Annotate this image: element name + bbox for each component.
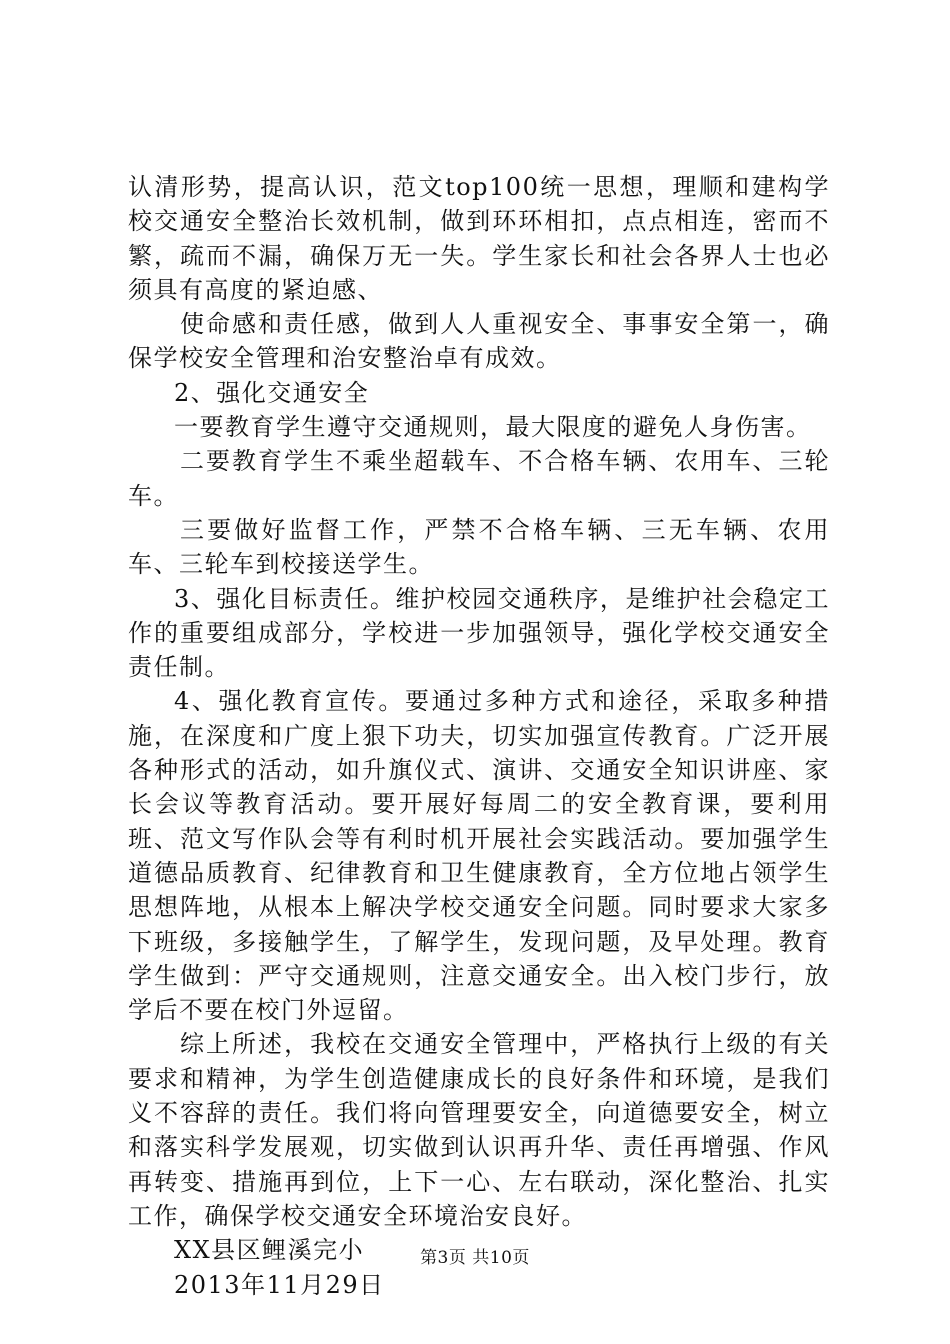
paragraph-summary: 综上所述，我校在交通安全管理中，严格执行上级的有关要求和精神，为学生创造健康成长的良好条件和环境，是我们义不容辞的责任。我们将向管理要安全，向道德要安全，树立和落实科学发展观，切实做到认识再升华、责任再增强、作风再转变、措施再到位，上下一心、左右联动，深化整治、扎实工作，确保学校交通安全环境治安良好。 (128, 1030, 830, 1230)
heading-traffic-safety: 2、强化交通安全 (174, 378, 370, 407)
paragraph-education-publicity: 4、强化教育宣传。要通过多种方式和途径，采取多种措施，在深度和广度上狠下功夫，切实加强宣传教育。广泛开展各种形式的活动，如升旗仪式、演讲、交通安全知识讲座、家长会议等教育活动。要开展好每周二的安全教育课，要利用班、范文写作队会等有利时机开展社会实践活动。要加强学生道德品质教育、纪律教育和卫生健康教育，全方位地占领学生思想阵地，从根本上解决学校交通安全问题。同时要求大家多下班级，多接触学生，了解学生，发现问题，及早处理。教育学生做到：严守交通规则，注意交通安全。出入校门步行，放学后不要在校门外逗留。 (128, 687, 830, 1025)
paragraph-target-responsibility: 3、强化目标责任。维护校园交通秩序，是维护社会稳定工作的重要组成部分，学校进一步加强领导，强化学校交通安全责任制。 (128, 584, 830, 682)
paragraph-responsibility: 使命感和责任感，做到人人重视安全、事事安全第一，确保学校安全管理和治安整治卓有成效。 (128, 310, 830, 373)
paragraph-rule-one: 一要教育学生遵守交通规则，最大限度的避免人身伤害。 (174, 413, 812, 442)
signature-date: 2013年11月29日 (174, 1270, 385, 1299)
signature-school: XX县区鲤溪完小 (174, 1236, 365, 1265)
page-number-footer: 第3页 共10页 (420, 1248, 530, 1268)
paragraph-rule-three: 三要做好监督工作，严禁不合格车辆、三无车辆、农用车、三轮车到校接送学生。 (128, 515, 830, 579)
paragraph-rule-two: 二要教育学生不乘坐超载车、不合格车辆、农用车、三轮车。 (128, 447, 830, 510)
document-body (128, 170, 830, 1302)
paragraph-continuation: 认清形势，提高认识，范文top100统一思想，理顺和建构学校交通安全整治长效机制，做到环环相扣，点点相连，密而不繁，疏而不漏，确保万无一失。学生家长和社会各界人士也必须具有高度的紧迫感、 (128, 173, 830, 304)
